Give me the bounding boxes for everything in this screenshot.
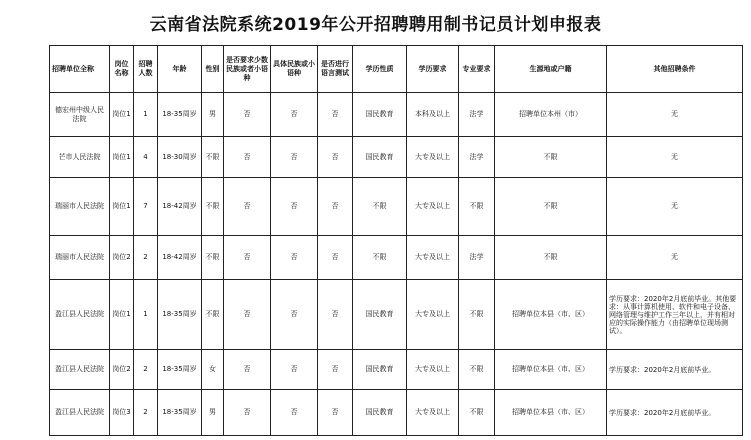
cell-major: 不限: [459, 350, 495, 390]
cell-origin: 招聘单位本州（市）: [495, 93, 607, 137]
header-cell: 专业要求: [459, 46, 495, 93]
cell-unit: 盈江县人民法院: [50, 350, 110, 390]
table-row: [50, 178, 743, 236]
cell-education-type: 国民教育: [353, 350, 407, 390]
recruitment-table: [49, 45, 743, 436]
cell-other: 学历要求：2020年2月底前毕业。: [607, 350, 743, 390]
cell-major: 法学: [459, 93, 495, 137]
header-cell: 学历要求: [407, 46, 459, 93]
cell-gender: 女: [202, 350, 224, 390]
cell-age: 18-35周岁: [158, 390, 202, 436]
cell-education-type: 不限: [353, 178, 407, 236]
cell-minority: 否: [224, 93, 271, 137]
cell-minority: 否: [224, 137, 271, 178]
cell-major: 不限: [459, 390, 495, 436]
cell-position: 岗位1: [110, 137, 134, 178]
cell-ethnic-language: 否: [271, 137, 318, 178]
cell-position: 岗位2: [110, 236, 134, 280]
cell-origin: 不限: [495, 236, 607, 280]
cell-age: 18-35周岁: [158, 280, 202, 350]
cell-age: 18-35周岁: [158, 350, 202, 390]
cell-language-test: 否: [318, 390, 353, 436]
cell-gender: 男: [202, 390, 224, 436]
cell-count: 7: [134, 178, 158, 236]
header-cell: 是否要求少数民族或者小语种: [224, 46, 271, 93]
cell-language-test: 否: [318, 236, 353, 280]
table-row: [50, 280, 743, 350]
header-cell: 性别: [202, 46, 224, 93]
cell-age: 18-30周岁: [158, 137, 202, 178]
cell-minority: 否: [224, 236, 271, 280]
cell-position: 岗位1: [110, 178, 134, 236]
cell-education-level: 大专及以上: [407, 178, 459, 236]
cell-position: 岗位1: [110, 93, 134, 137]
cell-language-test: 否: [318, 137, 353, 178]
header-cell: 招聘单位全称: [50, 46, 110, 93]
cell-education-type: 国民教育: [353, 93, 407, 137]
cell-gender: 男: [202, 93, 224, 137]
cell-language-test: 否: [318, 93, 353, 137]
cell-count: 1: [134, 93, 158, 137]
cell-other: 无: [607, 93, 743, 137]
cell-position: 岗位3: [110, 390, 134, 436]
cell-education-level: 本科及以上: [407, 93, 459, 137]
cell-count: 2: [134, 350, 158, 390]
cell-minority: 否: [224, 350, 271, 390]
cell-education-level: 大专及以上: [407, 137, 459, 178]
cell-ethnic-language: 否: [271, 178, 318, 236]
cell-ethnic-language: 否: [271, 350, 318, 390]
cell-major: 不限: [459, 178, 495, 236]
cell-position: 岗位1: [110, 280, 134, 350]
cell-major: 法学: [459, 236, 495, 280]
cell-position: 岗位2: [110, 350, 134, 390]
cell-origin: 招聘单位本县（市、区）: [495, 390, 607, 436]
table-row: [50, 390, 743, 436]
cell-age: 18-42周岁: [158, 178, 202, 236]
cell-other: 无: [607, 137, 743, 178]
cell-education-level: 大专及以上: [407, 280, 459, 350]
cell-unit: 瑞丽市人民法院: [50, 178, 110, 236]
cell-count: 2: [134, 390, 158, 436]
cell-count: 4: [134, 137, 158, 178]
table-row: [50, 93, 743, 137]
table-row: [50, 350, 743, 390]
table-row: [50, 236, 743, 280]
cell-gender: 不限: [202, 178, 224, 236]
cell-education-type: 不限: [353, 236, 407, 280]
cell-minority: 否: [224, 390, 271, 436]
header-cell: 招聘人数: [134, 46, 158, 93]
cell-unit: 瑞丽市人民法院: [50, 236, 110, 280]
cell-language-test: 否: [318, 178, 353, 236]
cell-language-test: 否: [318, 350, 353, 390]
cell-ethnic-language: 否: [271, 93, 318, 137]
cell-gender: 不限: [202, 137, 224, 178]
cell-origin: 招聘单位本县（市、区）: [495, 280, 607, 350]
cell-major: 不限: [459, 280, 495, 350]
cell-minority: 否: [224, 280, 271, 350]
cell-origin: 招聘单位本县（市、区）: [495, 350, 607, 390]
cell-other: 学历要求：2020年2月底前毕业。: [607, 390, 743, 436]
cell-gender: 不限: [202, 280, 224, 350]
header-cell: 年龄: [158, 46, 202, 93]
header-cell: 岗位名称: [110, 46, 134, 93]
cell-unit: 盈江县人民法院: [50, 280, 110, 350]
cell-count: 1: [134, 280, 158, 350]
cell-language-test: 否: [318, 280, 353, 350]
header-cell: 是否进行语言测试: [318, 46, 353, 93]
cell-education-type: 国民教育: [353, 390, 407, 436]
cell-count: 2: [134, 236, 158, 280]
cell-unit: 德宏州中级人民法院: [50, 93, 110, 137]
cell-origin: 不限: [495, 137, 607, 178]
header-cell: 具体民族或小语种: [271, 46, 318, 93]
cell-other: 学历要求：2020年2月底前毕业。其他要求：从事计算机使用、软件和电子设备、网络管理与维护工作三年以上，并有相对应的实际操作能力（由招聘单位现场测试）。: [607, 280, 743, 350]
cell-unit: 盈江县人民法院: [50, 390, 110, 436]
cell-minority: 否: [224, 178, 271, 236]
header-row: [50, 46, 743, 93]
cell-ethnic-language: 否: [271, 236, 318, 280]
header-cell: 生源地或户籍: [495, 46, 607, 93]
header-cell: 其他招聘条件: [607, 46, 743, 93]
cell-education-level: 大专及以上: [407, 390, 459, 436]
page-title: 云南省法院系统2019年公开招聘聘用制书记员计划申报表: [149, 15, 602, 35]
cell-other: 无: [607, 178, 743, 236]
cell-education-type: 国民教育: [353, 280, 407, 350]
cell-gender: 不限: [202, 236, 224, 280]
cell-origin: 不限: [495, 178, 607, 236]
header-cell: 学历性质: [353, 46, 407, 93]
cell-other: 无: [607, 236, 743, 280]
cell-education-type: 国民教育: [353, 137, 407, 178]
cell-age: 18-42周岁: [158, 236, 202, 280]
cell-education-level: 大专及以上: [407, 236, 459, 280]
cell-education-level: 大专及以上: [407, 350, 459, 390]
cell-age: 18-35周岁: [158, 93, 202, 137]
cell-major: 法学: [459, 137, 495, 178]
cell-ethnic-language: 否: [271, 390, 318, 436]
cell-unit: 芒市人民法院: [50, 137, 110, 178]
cell-ethnic-language: 否: [271, 280, 318, 350]
table-row: [50, 137, 743, 178]
